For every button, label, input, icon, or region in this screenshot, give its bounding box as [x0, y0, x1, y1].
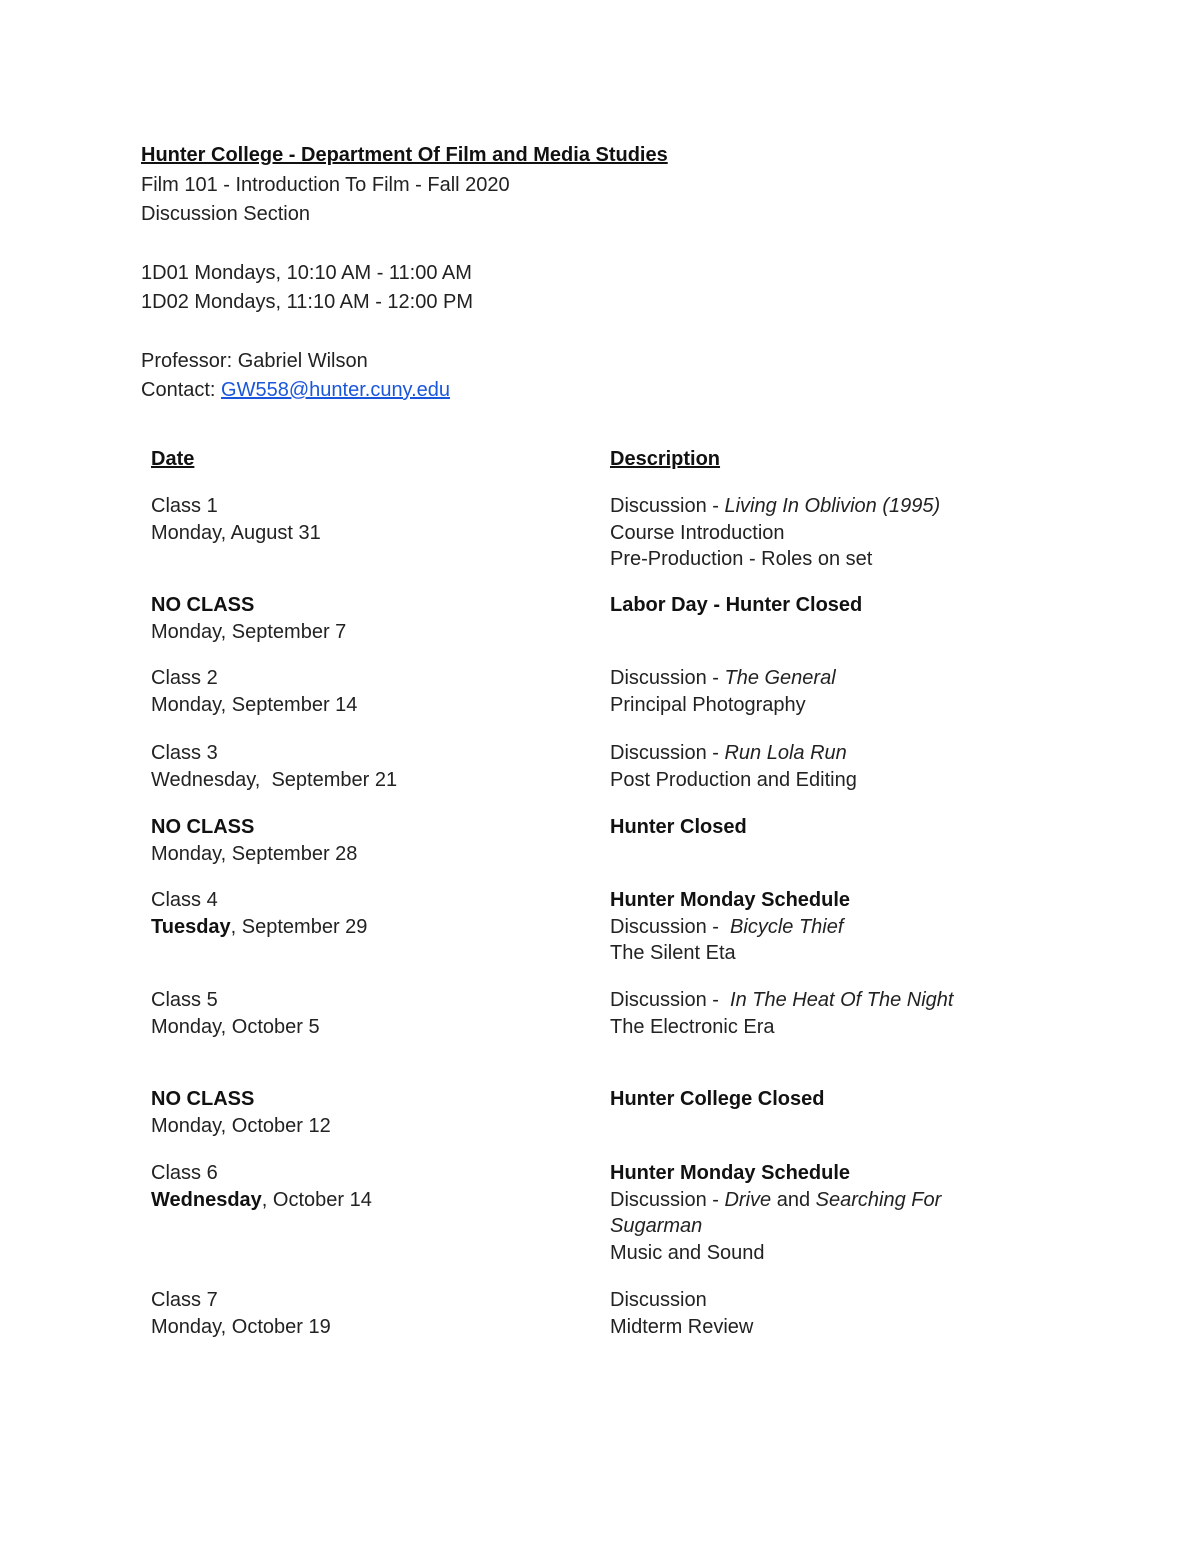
class-date: , October 14 — [261, 1188, 372, 1211]
class-label: Class 5 — [151, 989, 218, 1011]
date-cell — [151, 887, 581, 940]
description-cell — [610, 814, 1010, 841]
contact-email-link[interactable]: GW558@hunter.cuny.edu — [221, 379, 451, 401]
class-date: Monday, September 7 — [151, 620, 347, 643]
class-label: NO CLASS — [151, 1088, 255, 1110]
class-label: Class 4 — [151, 889, 218, 911]
date-cell — [151, 1160, 581, 1213]
section-name: Discussion Section — [141, 203, 310, 225]
date-cell — [151, 665, 581, 718]
professor-name: Professor: Gabriel Wilson — [141, 349, 368, 372]
description-cell — [610, 665, 1010, 718]
description-cell — [610, 592, 1010, 619]
note-line: Labor Day - Hunter Closed — [610, 594, 863, 616]
class-label: Class 6 — [151, 1162, 218, 1184]
film-title: The General — [724, 667, 836, 689]
class-date: Monday, October 19 — [151, 1315, 331, 1338]
date-cell — [151, 814, 581, 867]
discussion-line: Discussion - Run Lola Run — [610, 742, 847, 764]
topic-line: Course Introduction — [610, 521, 785, 544]
description-cell — [610, 740, 1010, 793]
note-line: Hunter College Closed — [610, 1088, 825, 1110]
note-line: Hunter Closed — [610, 816, 747, 838]
class-label: NO CLASS — [151, 816, 255, 838]
date-cell — [151, 1086, 581, 1139]
contact-line — [141, 376, 1041, 406]
description-cell — [610, 1160, 1010, 1266]
class-date-line — [151, 914, 581, 941]
class-day: Wednesday — [151, 1188, 262, 1211]
film-title: Bicycle Thief — [730, 915, 844, 938]
class-label: Class 1 — [151, 495, 218, 517]
class-date: Monday, August 31 — [151, 521, 321, 544]
description-cell — [610, 1287, 1010, 1340]
class-label: NO CLASS — [151, 594, 255, 616]
note-line: Hunter Monday Schedule — [610, 889, 851, 911]
date-cell — [151, 987, 581, 1040]
contact-label: Contact: — [141, 379, 222, 401]
class-day: Tuesday — [151, 915, 231, 938]
discussion-line: Discussion - Bicycle Thief — [610, 915, 844, 938]
description-column-header: Description — [610, 448, 721, 470]
session-2: 1D02 Mondays, 11:10 AM - 12:00 PM — [141, 291, 474, 313]
class-date: Monday, October 5 — [151, 1015, 320, 1038]
topic-line: Post Production and Editing — [610, 768, 857, 791]
topic-line: Principal Photography — [610, 693, 806, 716]
date-cell — [151, 592, 581, 645]
class-date: Monday, September 14 — [151, 693, 358, 716]
date-cell — [151, 740, 581, 793]
discussion-line: Discussion - Drive and Searching For Sugarman — [610, 1188, 942, 1237]
film-title: Searching For Sugarman — [610, 1188, 942, 1237]
film-title: In The Heat Of The Night — [730, 989, 954, 1011]
class-date: Wednesday, September 21 — [151, 768, 398, 791]
class-label: Class 2 — [151, 667, 218, 689]
description-cell — [610, 887, 1010, 967]
class-label: Class 7 — [151, 1289, 218, 1311]
date-cell — [151, 1287, 581, 1340]
description-cell — [610, 1086, 1010, 1113]
discussion-line: Discussion - The General — [610, 667, 836, 689]
topic-line: Pre-Production - Roles on set — [610, 548, 873, 570]
class-date: Monday, October 12 — [151, 1114, 331, 1137]
date-column-header: Date — [151, 448, 195, 470]
class-date-line — [151, 1187, 581, 1214]
topic-line: The Silent Eta — [610, 942, 736, 964]
discussion-line: Discussion - Living In Oblivion (1995) — [610, 495, 941, 517]
film-title: Run Lola Run — [724, 742, 847, 764]
class-date: , September 29 — [230, 915, 368, 938]
discussion-line: Discussion - In The Heat Of The Night — [610, 989, 954, 1011]
date-cell — [151, 493, 581, 546]
topic-line: The Electronic Era — [610, 1015, 775, 1038]
syllabus-header — [141, 141, 1041, 406]
topic-line: Midterm Review — [610, 1315, 754, 1338]
page-title: Hunter College - Department Of Film and Media Studies — [141, 144, 668, 166]
class-date: Monday, September 28 — [151, 842, 358, 865]
note-line: Hunter Monday Schedule — [610, 1162, 851, 1184]
discussion-line: Discussion — [610, 1289, 707, 1311]
description-cell — [610, 493, 1010, 573]
film-title: Drive — [724, 1188, 772, 1211]
session-1: 1D01 Mondays, 10:10 AM - 11:00 AM — [141, 261, 472, 284]
film-title: Living In Oblivion (1995) — [724, 495, 941, 517]
class-label: Class 3 — [151, 742, 218, 764]
course-name: Film 101 - Introduction To Film - Fall 2020 — [141, 173, 510, 196]
description-cell — [610, 987, 1010, 1040]
topic-line: Music and Sound — [610, 1241, 765, 1264]
